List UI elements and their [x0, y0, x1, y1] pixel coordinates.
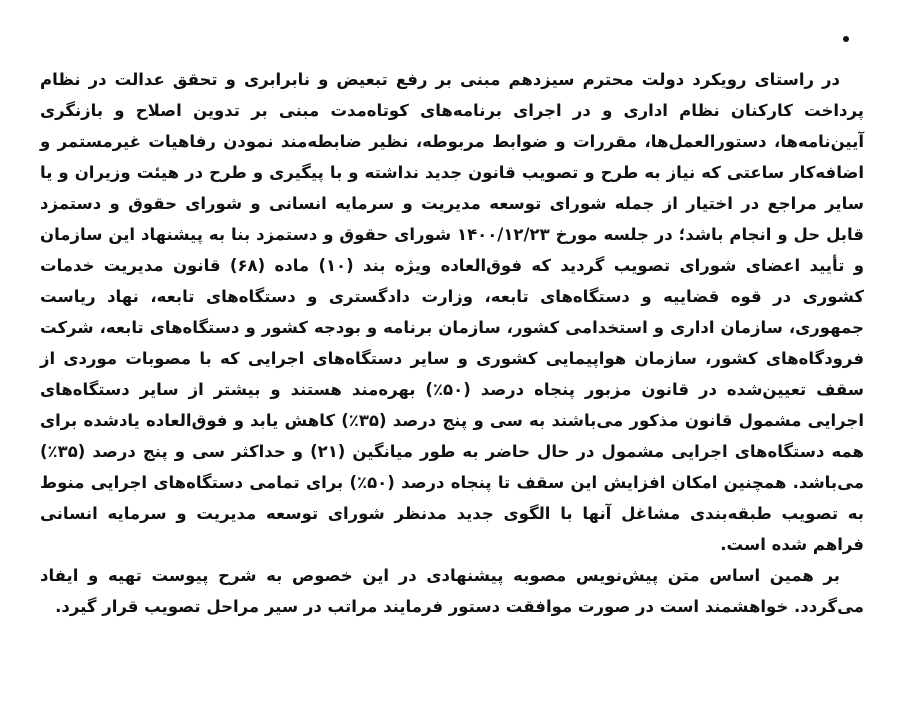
paragraph-2: بر همین اساس متن پیش‌نویس مصوبه پیشنهادی در این خصوص به شرح پیوست تهیه و ایفاد می‌گردد. خواهشمند است در صورت موافقت دستور فرمایند مراتب در سیر مراحل تصویب قرار گیرد. — [40, 566, 864, 616]
paragraph-1: در راستای رویکرد دولت محترم سیزدهم مبنی بر رفع تبعیض و نابرابری و تحقق عدالت در نظام پرداخت کارکنان نظام اداری و در اجرای برنامه‌های کوتاه‌مدت مبنی بر تدوین اصلاح و بازنگری آیین‌نامه‌ها، دستورالعمل‌ها، مقررات و ضوابط مربوطه، نظیر ضابطه‌مند نمودن رفاهیات غیرمستمر و اضافه‌کار ساعتی که نیاز به طرح و تصویب قانون جدید نداشته و با پیگیری و طرح در هیئت وزیران و یا سایر مراجع در اختیار از جمله شورای توسعه مدیریت و سرمایه انسانی و شورای حقوق و دستمزد قابل حل و انجام باشد؛ در جلسه مورخ ۱۴۰۰/۱۲/۲۳ شورای حقوق و دستمزد بنا به پیشنهاد این سازمان و تأیید اعضای شورای تصویب گردید که فوق‌العاده ویژه بند (۱۰) ماده (۶۸) قانون مدیریت خدمات کشوری در قوه قضاییه و دستگاه‌های تابعه، وزارت دادگستری و دستگاه‌های تابعه، نهاد ریاست جمهوری، سازمان اداری و استخدامی کشور، سازمان برنامه و بودجه کشور و دستگاه‌های تابعه، شرکت فرودگاه‌های کشور، سازمان هواپیمایی کشوری و سایر دستگاه‌های اجرایی که با مصوبات موردی از سقف تعیین‌شده در قانون مزبور پنجاه درصد (۵۰٪) بهره‌مند هستند و بیشتر از سایر دستگاه‌های اجرایی مشمول قانون مذکور می‌باشند به سی و پنج درصد (۳۵٪) کاهش یابد و فوق‌العاده یادشده برای همه دستگاه‌های اجرایی مشمول در حال حاضر به طور میانگین (۲۱) و حداکثر سی و پنج درصد (۳۵٪) می‌باشد. همچنین امکان افزایش این سقف تا پنجاه درصد (۵۰٪) برای تمامی دستگاه‌های اجرایی منوط به تصویب طبقه‌بندی مشاغل آنها با الگوی جدید مدنظر شورای توسعه مدیریت و سرمایه انسانی فراهم شده است. — [40, 70, 864, 554]
bullet-dot-mark — [843, 36, 849, 42]
document-body — [40, 64, 864, 622]
